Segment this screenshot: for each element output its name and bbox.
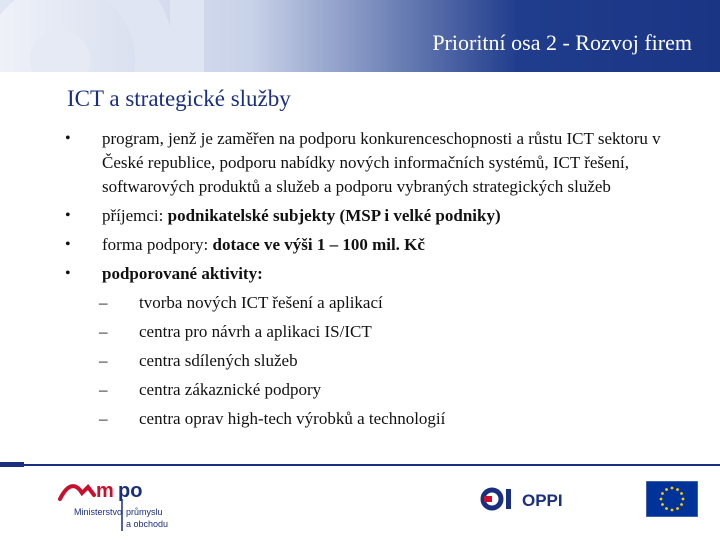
eu-star <box>660 498 663 501</box>
sub-bullet-text: centra pro návrh a aplikaci IS/ICT <box>139 322 372 341</box>
eu-star <box>680 503 683 506</box>
bullet-value: dotace ve výši 1 – 100 mil. Kč <box>212 235 425 254</box>
mpo-logo <box>58 477 188 533</box>
eu-star <box>682 498 685 501</box>
dash-marker: – <box>99 293 108 312</box>
bullet-support-form <box>62 233 702 257</box>
header-banner <box>0 0 720 72</box>
bullet-value: podporované aktivity: <box>102 264 263 283</box>
eu-star <box>671 509 674 512</box>
dash-marker: – <box>99 322 108 341</box>
eu-star <box>665 507 668 510</box>
bullet-dot: • <box>65 207 71 224</box>
sub-bullet-text: tvorba nových ICT řešení a aplikací <box>139 293 383 312</box>
sub-bullet <box>62 320 702 344</box>
mpo-line-1: Ministerstvo <box>74 507 123 517</box>
sub-bullet <box>62 291 702 315</box>
slide-title: ICT a strategické služby <box>67 86 291 111</box>
bullet-program <box>62 127 702 199</box>
footer-divider <box>0 464 720 466</box>
content-list <box>62 127 702 436</box>
eu-star <box>665 488 668 491</box>
bullet-dot: • <box>65 236 71 253</box>
eu-star <box>661 492 664 495</box>
eu-star <box>676 488 679 491</box>
eu-star <box>671 487 674 490</box>
dash-marker: – <box>99 409 108 428</box>
eu-star <box>661 503 664 506</box>
oppi-logo-text: OPPI <box>522 491 563 510</box>
sub-bullet-text: centra oprav high-tech výrobků a technologií <box>139 409 446 428</box>
bullet-value: podnikatelské subjekty (MSP i velké podniky) <box>167 206 501 225</box>
svg-text:po: po <box>118 480 143 502</box>
mpo-line-3: a obchodu <box>126 519 169 529</box>
bullet-label: forma podpory: <box>102 235 213 254</box>
bullet-dot: • <box>65 265 71 282</box>
eu-star <box>680 492 683 495</box>
bullet-text: program, jenž je zaměřen na podporu konkurenceschopnosti a růstu ICT sektoru v České republice, podporu nabídky nových informačních systémů, ICT řešení, softwarových produktů a služeb a podporu vybraných strategických služeb <box>102 129 661 196</box>
sub-bullet <box>62 349 702 373</box>
bullet-label: příjemci: <box>102 206 168 225</box>
svg-text:m: m <box>96 480 114 502</box>
sub-bullet-text: centra sdílených služeb <box>139 351 298 370</box>
dash-marker: – <box>99 351 108 370</box>
dash-marker: – <box>99 380 108 399</box>
mpo-line-2: průmyslu <box>126 507 163 517</box>
eu-flag-icon <box>646 481 698 517</box>
eu-star <box>676 507 679 510</box>
header-title: Prioritní osa 2 - Rozvoj firem <box>432 30 692 55</box>
bullet-recipients <box>62 204 702 228</box>
sub-bullet <box>62 378 702 402</box>
oppi-watermark-icon <box>0 0 280 72</box>
sub-bullet <box>62 407 702 431</box>
bullet-dot: • <box>65 130 71 147</box>
bullet-activities <box>62 262 702 286</box>
sub-bullet-text: centra zákaznické podpory <box>139 380 322 399</box>
oppi-logo <box>480 484 590 514</box>
